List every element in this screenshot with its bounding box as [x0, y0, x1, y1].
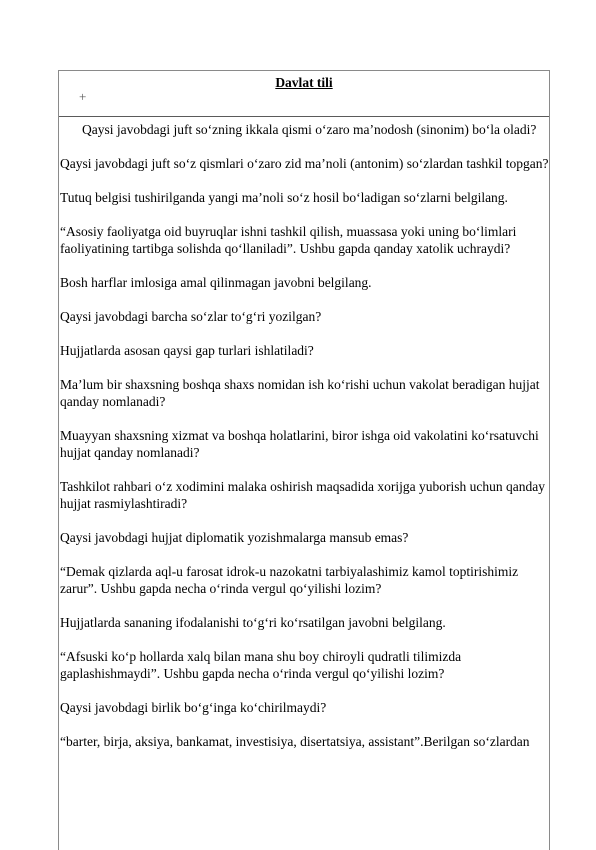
question-item: Hujjatlarda sananing ifodalanishi to‘g‘ri ko‘rsatilgan javobni belgilang. — [60, 615, 446, 630]
question-item: Qaysi javobdagi hujjat diplomatik yozishmalarga mansub emas? — [60, 530, 409, 545]
question-item: Ma’lum bir shaxsning boshqa shaxs nomidan ish ko‘rishi uchun vakolat beradigan hujjat qanday nomlanadi? — [60, 377, 540, 409]
question-item: “barter, birja, aksiya, bankamat, investisiya, disertatsiya, assistant”.Berilgan so‘zlardan — [60, 734, 530, 749]
question-item: “Demak qizlarda aql-u farosat idrok-u nazokatni tarbiyalashimiz kamol toptirishimiz zarur”. Ushbu gapda necha o‘rinda vergul qo‘yilishi lozim? — [60, 564, 519, 596]
question-list — [59, 121, 549, 750]
question-item: Bosh harflar imlosiga amal qilinmagan javobni belgilang. — [60, 275, 372, 290]
question-item: Tutuq belgisi tushirilganda yangi ma’noli so‘z hosil bo‘ladigan so‘zlarni belgilang. — [60, 190, 508, 205]
question-item: Tashkilot rahbari o‘z xodimini malaka oshirish maqsadida xorijga yuborish uchun qanday hujjat rasmiylashtiradi? — [60, 479, 545, 511]
question-item: “Afsuski ko‘p hollarda xalq bilan mana shu boy chiroyli qudratli tilimizda gaplashishmaydi”. Ushbu gapda necha o‘rinda vergul qo‘yilishi lozim? — [60, 649, 462, 681]
question-table — [58, 70, 550, 850]
question-item: Qaysi javobdagi juft so‘z qismlari o‘zaro zid ma’noli (antonim) so‘zlardan tashkil topgan? — [60, 156, 549, 171]
question-item: “Asosiy faoliyatga oid buyruqlar ishni tashkil qilish, muassasa yoki uning bo‘limlari faoliyatining tartibga solishda qo‘llaniladi”. Ushbu gapda qanday xatolik uchraydi? — [60, 224, 517, 256]
table-header — [59, 71, 549, 117]
question-item: Qaysi javobdagi juft so‘zning ikkala qismi o‘zaro ma’nodosh (sinonim) bo‘la oladi? — [82, 122, 537, 137]
subject-title: Davlat tili — [275, 75, 333, 90]
question-item: Qaysi javobdagi barcha so‘zlar to‘g‘ri yozilgan? — [60, 309, 322, 324]
question-item: Qaysi javobdagi birlik bo‘g‘inga ko‘chirilmaydi? — [60, 700, 327, 715]
plus-marker: + — [79, 89, 87, 104]
question-item: Muayyan shaxsning xizmat va boshqa holatlarini, biror ishga oid vakolatini ko‘rsatuvchi hujjat qanday nomlanadi? — [60, 428, 539, 460]
question-item: Hujjatlarda asosan qaysi gap turlari ishlatiladi? — [60, 343, 314, 358]
